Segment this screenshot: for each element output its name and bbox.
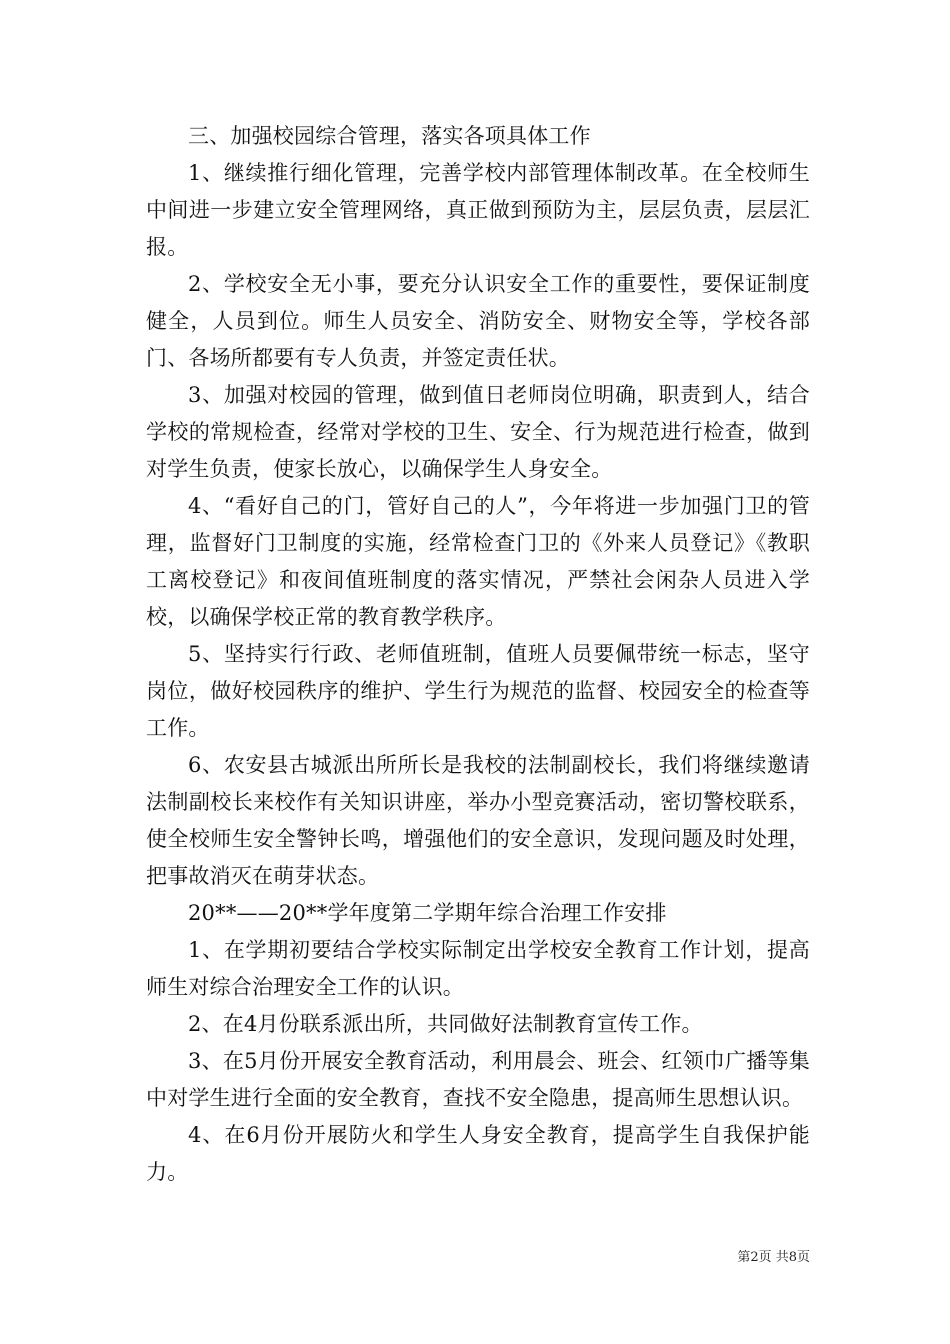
schedule-item-2: 2、在4月份联系派出所，共同做好法制教育宣传工作。 <box>188 1012 703 1036</box>
document-body <box>146 118 810 1191</box>
paragraph-item-3: 3、加强对校园的管理，做到值日老师岗位明确，职责到人，结合学校的常规检查，经常对学校的卫生、安全、行为规范进行检查，做到对学生负责，使家长放心，以确保学生人身安全。 <box>146 383 810 481</box>
paragraph-item-5: 5、坚持实行行政、老师值班制，值班人员要佩带统一标志，坚守岗位，做好校园秩序的维护、学生行为规范的监督、校园安全的检查等工作。 <box>146 642 810 740</box>
schedule-item-4: 4、在6月份开展防火和学生人身安全教育，提高学生自我保护能力。 <box>146 1123 810 1184</box>
schedule-item-1: 1、在学期初要结合学校实际制定出学校安全教育工作计划，提高师生对综合治理安全工作的认识。 <box>146 938 810 999</box>
paragraph-item-1: 1、继续推行细化管理，完善学校内部管理体制改革。在全校师生中间进一步建立安全管理网络，真正做到预防为主，层层负责，层层汇报。 <box>146 161 810 259</box>
schedule-heading: 20**——20**学年度第二学期年综合治理工作安排 <box>188 901 667 925</box>
paragraph-item-2: 2、学校安全无小事，要充分认识安全工作的重要性，要保证制度健全，人员到位。师生人员安全、消防安全、财物安全等，学校各部门、各场所都要有专人负责，并签定责任状。 <box>146 272 810 370</box>
paragraph-item-4: 4、“看好自己的门，管好自己的人”，今年将进一步加强门卫的管理，监督好门卫制度的实施，经常检查门卫的《外来人员登记》《教职工离校登记》和夜间值班制度的落实情况，严禁社会闲杂人员进入学校，以确保学校正常的教育教学秩序。 <box>146 494 810 629</box>
page-number-footer: 第2页 共8页 <box>737 1250 810 1265</box>
schedule-item-3: 3、在5月份开展安全教育活动，利用晨会、班会、红领巾广播等集中对学生进行全面的安全教育，查找不安全隐患，提高师生思想认识。 <box>146 1049 810 1110</box>
section-heading: 三、加强校园综合管理，落实各项具体工作 <box>188 124 591 148</box>
paragraph-item-6: 6、农安县古城派出所所长是我校的法制副校长，我们将继续邀请法制副校长来校作有关知识讲座，举办小型竞赛活动，密切警校联系，使全校师生安全警钟长鸣，增强他们的安全意识，发现问题及时处理，把事故消灭在萌芽状态。 <box>146 753 810 888</box>
